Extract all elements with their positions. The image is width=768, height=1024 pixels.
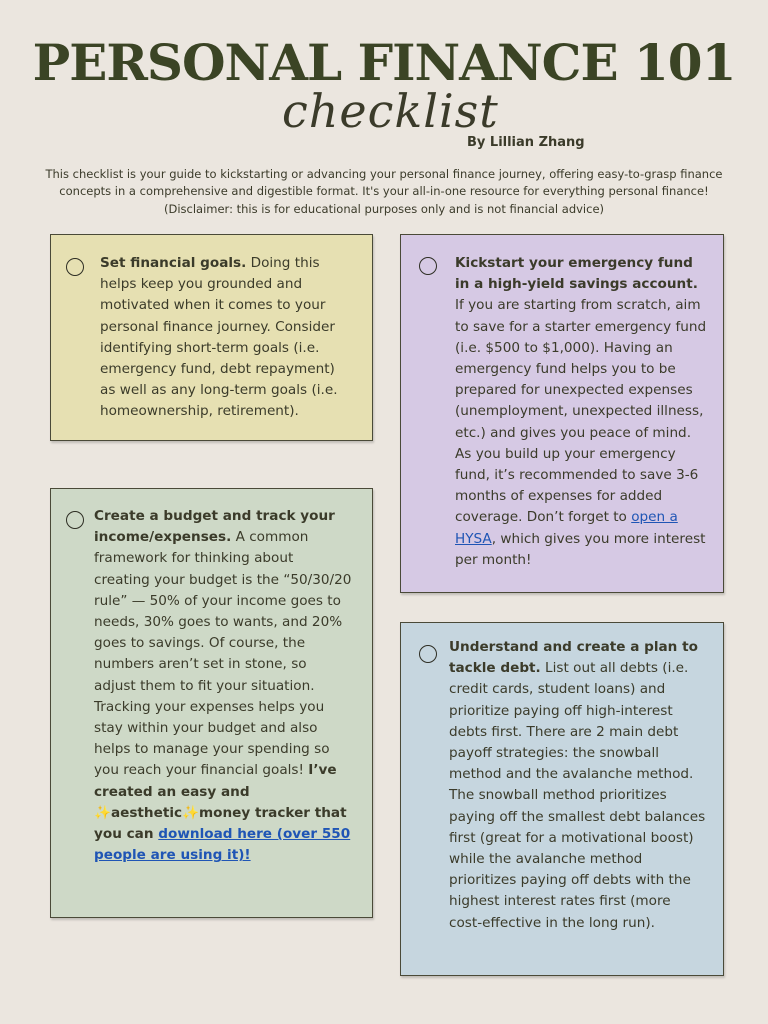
debt-text [449,637,707,934]
emergency-fund-checkbox[interactable] [419,257,437,275]
sparkle-icon: ✨ [94,804,111,821]
intro-line-2: concepts in a comprehensive and digestible format. It's your all-in-one resource for everything personal finance! [59,184,709,199]
goals-description: Doing this helps keep you grounded and motivated when it comes to your personal finance journey. Consider identifying short-term goals (i.e. emergency fund, debt repayment) as well as any long-term goals (i.e. homeownership, retirement). [100,255,338,420]
emergency-fund-heading: Kickstart your emergency fund in a high-yield savings account. [455,255,698,293]
money-tracker-download-link[interactable]: download here (over 550 people are using it)! [94,826,351,864]
open-hysa-link[interactable]: open a HYSA [455,509,678,547]
budget-callout-b: aesthetic [110,804,183,821]
budget-text [94,506,352,866]
author-byline: By Lillian Zhang [467,135,585,150]
budget-description: A common framework for thinking about creating your budget is the “50/30/20 rule” — 50% of your income goes to needs, 30% goes to wants, and 20% goes to savings. Of course, the numbers aren’t set in stone, so adjust them to fit your situation. Tracking your expenses helps you stay within your budget and also helps to manage your spending so you reach your financial goals! [94,529,352,779]
budget-card [50,488,373,918]
goals-text [100,253,350,423]
budget-heading: Create a budget and track your income/expenses. [94,508,335,546]
budget-callout-a: I’ve created an easy and [94,762,337,800]
debt-description: List out all debts (i.e. credit cards, student loans) and prioritize paying off high-interest debts first. There are 2 main debt payoff strategies: the snowball method and the avalanche method. The snowball method prioritizes paying off the smallest debt balances first (great for a motivational boost) while the avalanche method prioritizes paying off debts with the highest interest rates first (more cost-effective in the long run). [449,660,706,931]
intro-disclaimer: (Disclaimer: this is for educational purposes only and is not financial advice) [163,201,604,216]
emergency-fund-text [455,253,707,571]
debt-card [400,622,724,976]
budget-callout-c: money tracker that you can [94,804,347,843]
page-title: PERSONAL FINANCE 101 [32,33,736,92]
debt-checkbox[interactable] [419,645,437,663]
emergency-fund-description-end: , which gives you more interest per month! [455,530,706,568]
goals-heading: Set financial goals. [100,255,247,271]
checklist-script-heading: checklist [282,84,499,138]
emergency-fund-description: If you are starting from scratch, aim to save for a starter emergency fund (i.e. $500 to $1,000). Having an emergency fund helps you to be prepared for unexpected expenses (unemployment, unexpected illness, etc.) and gives you peace of mind. As you build up your emergency fund, it’s recommended to save 3-6 months of expenses for added coverage. Don’t forget to [455,297,707,526]
budget-checkbox[interactable] [66,511,84,529]
goals-checkbox[interactable] [66,258,84,276]
goals-card [50,234,373,441]
intro-line-1: This checklist is your guide to kickstarting or advancing your personal finance journey, offering easy-to-grasp finance [45,167,723,181]
sparkle-icon: ✨ [182,804,199,821]
intro-paragraph [30,166,738,218]
debt-heading: Understand and create a plan to tackle debt. [449,639,698,677]
emergency-fund-card [400,234,724,593]
